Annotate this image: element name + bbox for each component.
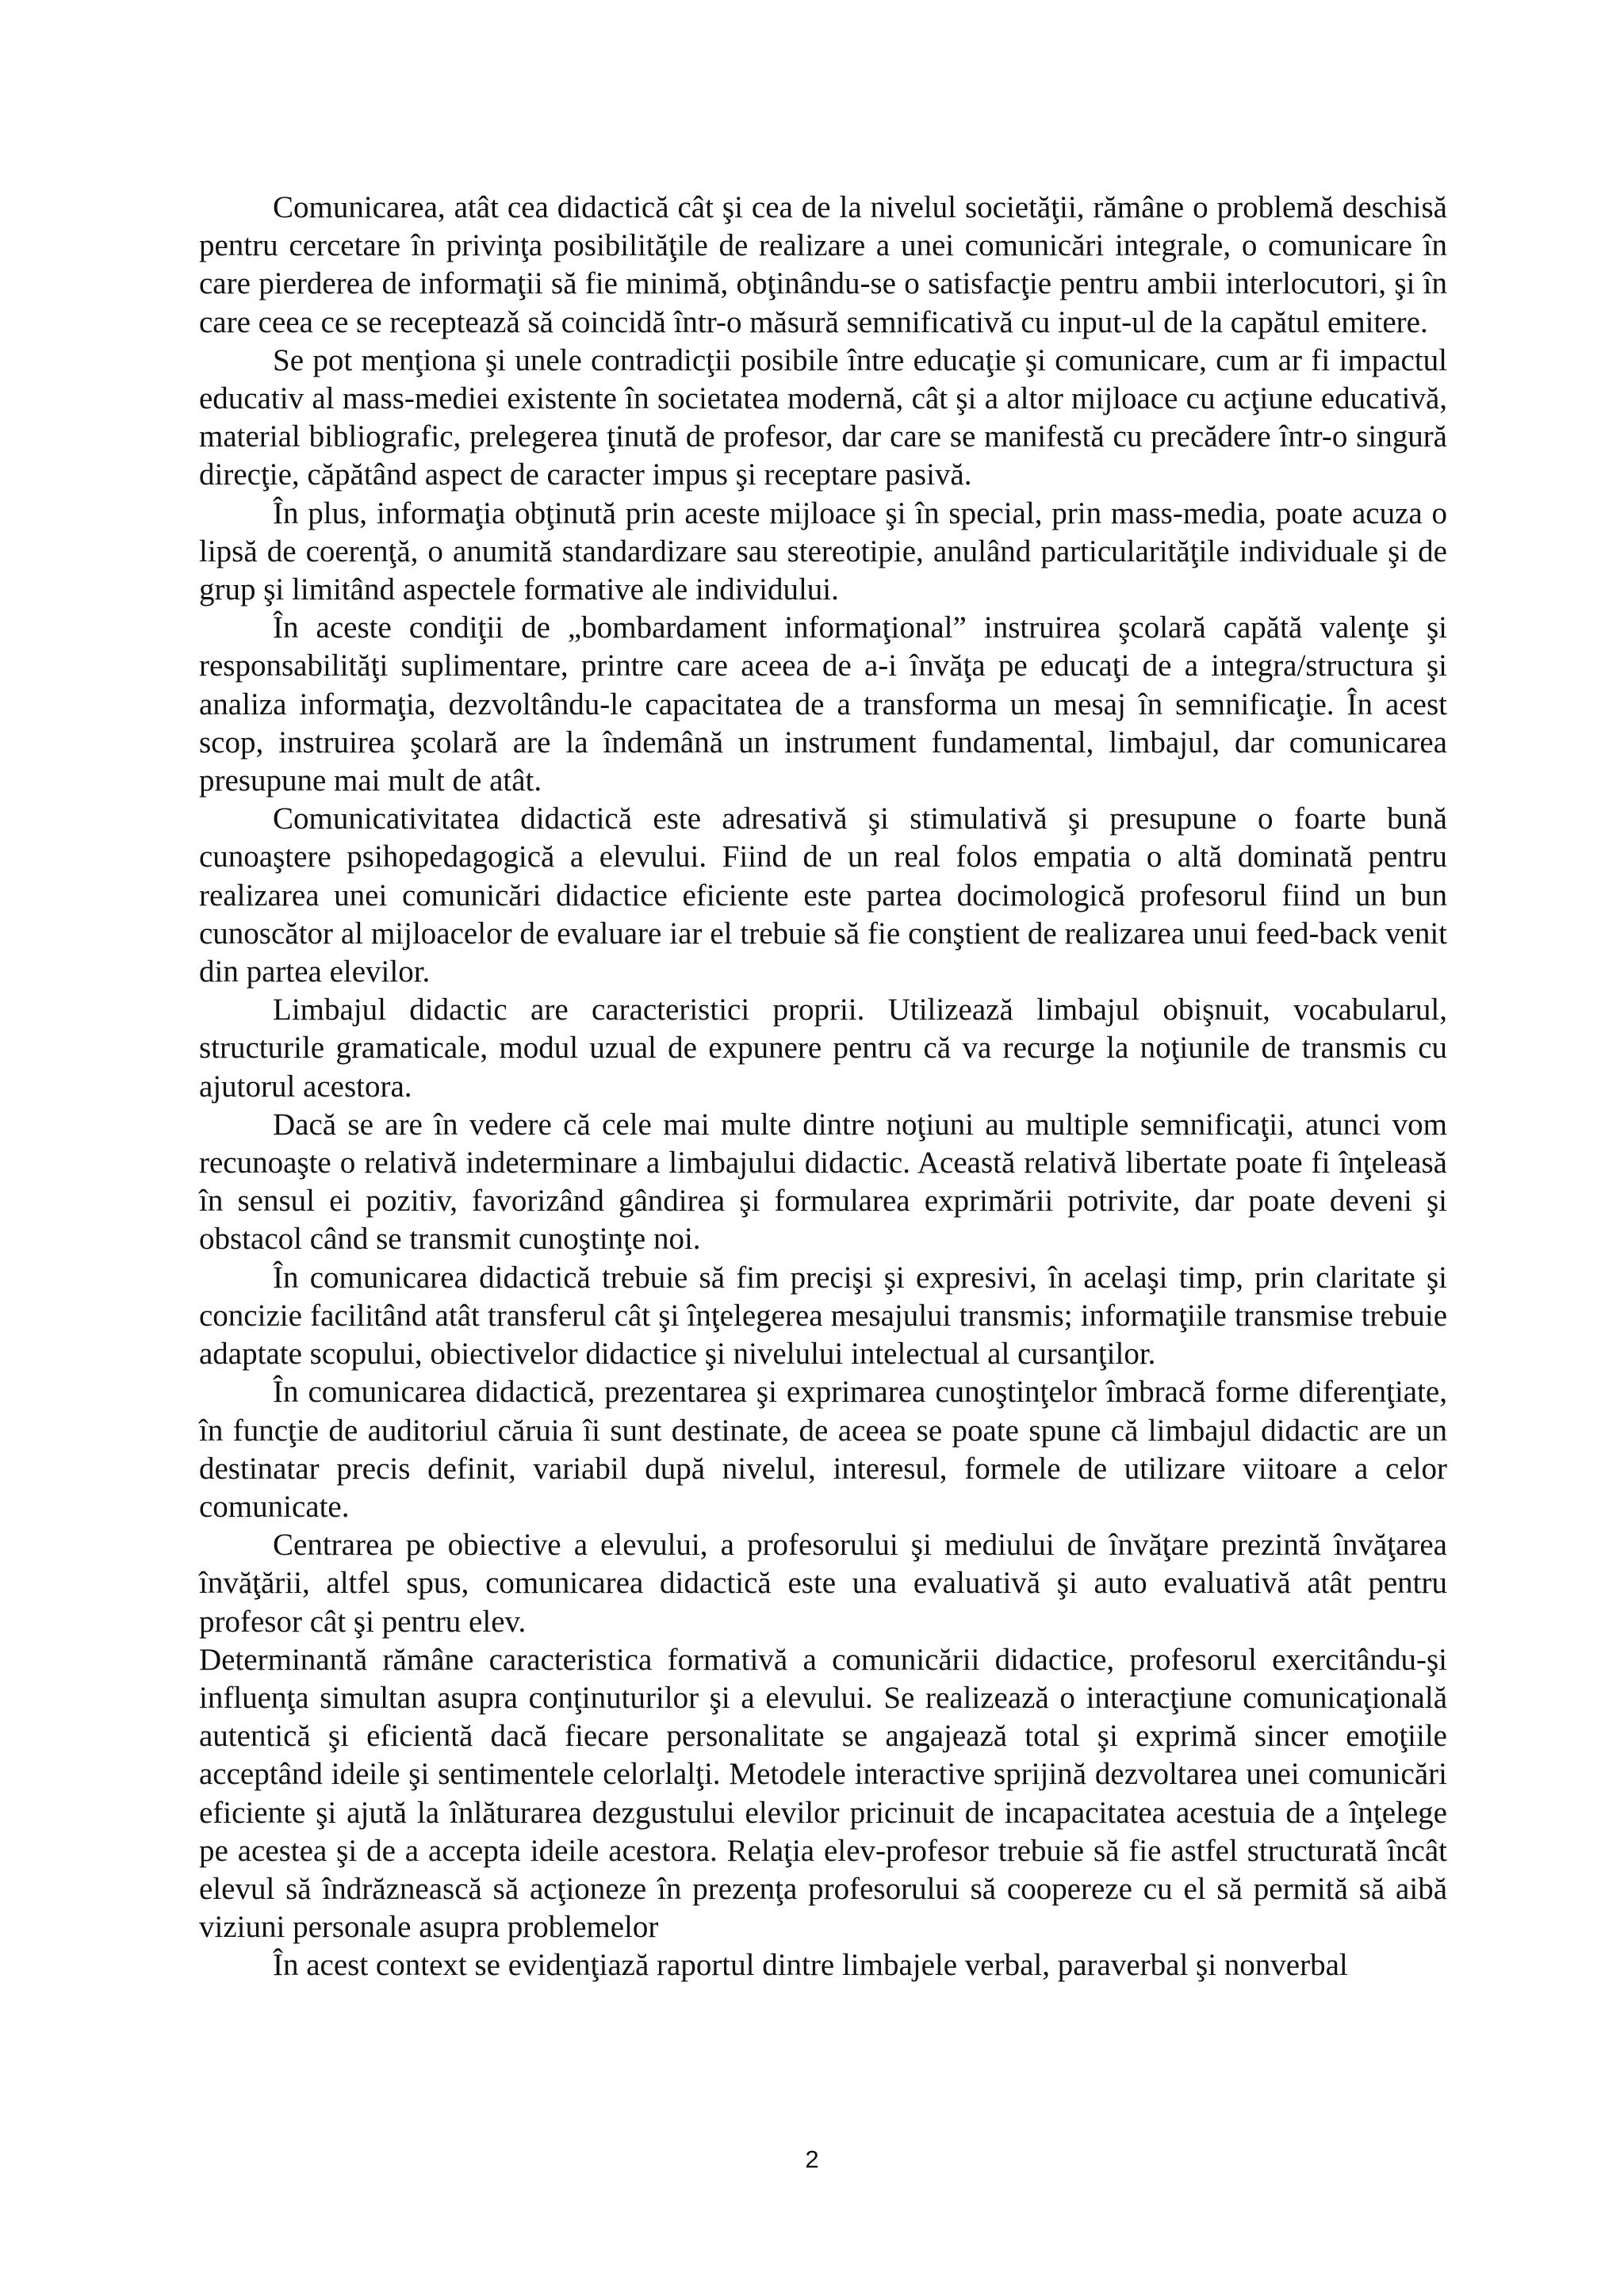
paragraph-didactic-language: Limbajul didactic are caracteristici proprii. Utilizează limbajul obişnuit, vocabularul, structurile gramaticale, modul uzual de expunere pentru că va recurge la noţiunile de transmis cu ajutorul acestora. xyxy=(199,993,1447,1104)
paragraph-contradictions: Se pot menţiona şi unele contradicţii posibile între educaţie şi comunicare, cum ar fi impactul educativ al mass-mediei existente în societatea modernă, cât şi a altor mijloace cu acţiune educativă, material bibliografic, prelegerea ţinută de profesor, dar care se manifestă cu precădere într-o singură direcţie, căpătând aspect de caracter impus şi receptare pasivă. xyxy=(199,342,1447,492)
paragraph-communicativity: Comunicativitatea didactică este adresativă şi stimulativă şi presupune o foarte bună cunoaştere psihopedagogică a elevului. Fiind de un real folos empatia o altă dominată pentru realizarea unei comunicări didactice eficiente este partea docimologică profesorul fiind un bun cunoscător al mijloacelor de evaluare iar el trebuie să fie conştient de realizarea unui feed-back venit din partea elevilor. xyxy=(199,802,1447,989)
document-page xyxy=(199,189,1447,1985)
paragraph-indetermination: Dacă se are în vedere că cele mai multe dintre noţiuni au multiple semnificaţii, atunci vom recunoaşte o relativă indeterminare a limbajului didactic. Această relativă libertate poate fi înţeleasă în sensul ei pozitiv, favorizând gândirea şi formularea exprimării potrivite, dar poate deveni şi obstacol când se transmit cunoştinţe noi. xyxy=(199,1107,1447,1257)
paragraph-context-languages: În acest context se evidenţiază raportul dintre limbajele verbal, paraverbal şi nonverbal xyxy=(273,1948,1348,1983)
paragraph-mass-media: În plus, informaţia obţinută prin aceste mijloace şi în special, prin mass-media, poate acuza o lipsă de coerenţă, o anumită standardizare sau stereotipie, anulând particularităţile individuale şi de grup şi limitând aspectele formative ale individului. xyxy=(199,496,1447,607)
paragraph-formative-characteristic: Determinantă rămâne caracteristica formativă a comunicării didactice, profesorul exercitându-şi influenţa simultan asupra conţinuturilor şi a elevului. Se realizează o interacţiune comunicaţională autentică şi eficientă dacă fiecare personalitate se angajează total şi exprimă sincer emoţiile acceptând ideile şi sentimentele celorlalţi. Metodele interactive sprijină dezvoltarea unei comunicări eficiente şi ajută la înlăturarea dezgustului elevilor pricinuit de incapacitatea acestuia de a înţelege pe acestea şi de a accepta ideile acestora. Relaţia elev-profesor trebuie să fie astfel structurată încât elevul să îndrăznească să acţioneze în prezenţa profesorului să coopereze cu el să permită să aibă viziuni personale asupra problemelor xyxy=(199,1642,1447,1945)
paragraph-informational-bombardment: În aceste condiţii de „bombardament informaţional” instruirea şcolară capătă valenţe şi responsabilităţi suplimentare, printre care aceea de a-i învăţa pe educaţi de a integra/structura şi analiza informaţia, dezvoltându-le capacitatea de a transforma un mesaj în semnificaţie. În acest scop, instruirea şcolară are la îndemână un instrument fundamental, limbajul, dar comunicarea presupune mai mult de atât. xyxy=(199,610,1447,798)
paragraph-centering-objectives: Centrarea pe obiective a elevului, a profesorului şi mediului de învăţare prezintă învăţarea învăţării, altfel spus, comunicarea didactică este una evaluativă şi auto evaluativă atât pentru profesor cât şi pentru elev. xyxy=(199,1528,1447,1639)
paragraph-communication-integral: Comunicarea, atât cea didactică cât şi cea de la nivelul societăţii, rămâne o problemă deschisă pentru cercetare în privinţa posibilităţile de realizare a unei comunicări integrale, o comunicare în care pierderea de informaţii să fie minimă, obţinându-se o satisfacţie pentru ambii interlocutori, şi în care ceea ce se recepteazǎ să coincidă într-o măsură semnificativă cu input-ul de la capătul emitere. xyxy=(199,190,1447,339)
paragraph-differentiated-forms: În comunicarea didactică, prezentarea şi exprimarea cunoştinţelor îmbracă forme diferenţiate, în funcţie de auditoriul căruia îi sunt destinate, de aceea se poate spune că limbajul didactic are un destinatar precis definit, variabil după nivelul, interesul, formele de utilizare viitoare a celor comunicate. xyxy=(199,1375,1447,1524)
paragraph-precision: În comunicarea didactică trebuie să fim precişi şi expresivi, în acelaşi timp, prin claritate şi concizie facilitând atât transferul cât şi înţelegerea mesajului transmis; informaţiile transmise trebuie adaptate scopului, obiectivelor didactice şi nivelului intelectual al cursanţilor. xyxy=(199,1260,1447,1372)
page-number: 2 xyxy=(805,2145,819,2173)
